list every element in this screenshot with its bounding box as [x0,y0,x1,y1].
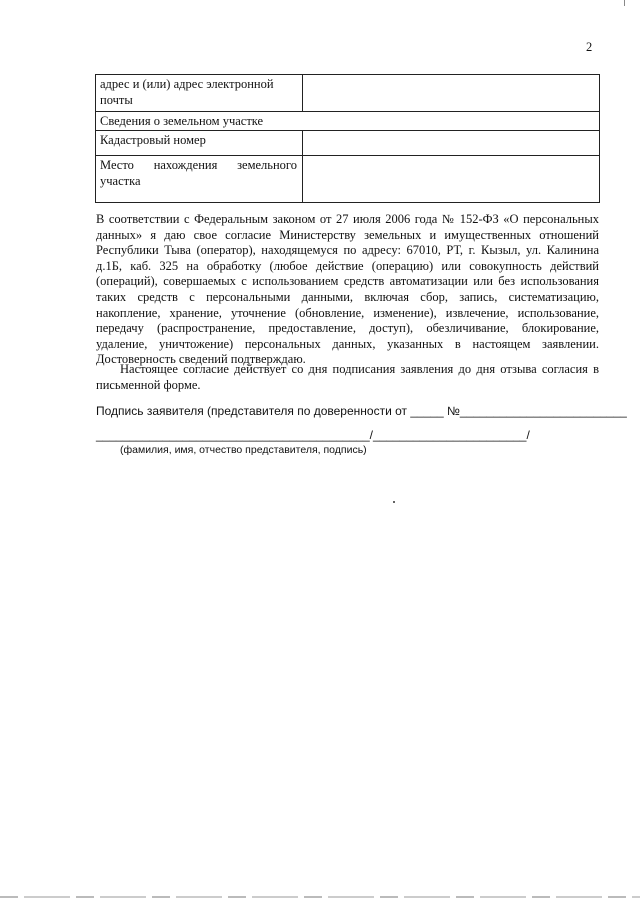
email-label: адрес и (или) адрес электронной почты [96,75,303,112]
plot-location-label: Место нахождения земельного участка [96,156,303,203]
email-field[interactable] [303,75,600,112]
scan-speck [393,501,395,503]
plot-location-field[interactable] [303,156,600,203]
land-plot-section-heading: Сведения о земельном участке [96,112,600,131]
table-row-location [96,156,600,203]
table-row-section [96,112,600,131]
cadastral-number-field[interactable] [303,131,600,156]
applicant-signature-line[interactable]: Подпись заявителя (представителя по доверенности от _____ №_________________________ [96,404,627,418]
applicant-info-table [95,74,600,203]
signature-caption: (фамилия, имя, отчество представителя, подпись) [120,444,367,456]
validity-paragraph: Настоящее согласие действует со дня подписания заявления до дня отзыва согласия в письменной форме. [96,362,599,392]
table-row-cadastral [96,131,600,156]
page-number: 2 [586,40,593,54]
consent-paragraph: В соответствии с Федеральным законом от 27 июля 2006 года № 152-ФЗ «О персональных данных» я даю свое согласие Министерству земельных и имущественных отношений Республики Тыва (оператор), находящемуся по адресу: 67010, РТ, г. Кызыл, ул. Калинина д.1Б, каб. 325 на обработку (любое действие (операцию) или совокупность действий (операций), совершаемых с использованием средств автоматизации или без использования таких средств с персональными данными, включая сбор, запись, систематизацию, накопление, хранение, уточнение (обновление, изменение), извлечение, использование, передачу (распространение, предоставление, доступ), обезличивание, блокирование, удаление, уничтожение) персональных данных, указанных в настоящем заявлении. Достоверность сведений подтверждаю. [96,212,599,367]
cadastral-number-label: Кадастровый номер [96,131,303,156]
scan-bottom-edge [0,896,640,898]
signature-blank-row[interactable]: _________________________________________/_______________________/ [96,428,530,442]
scan-corner-mark [624,0,625,6]
table-row-email [96,75,600,112]
